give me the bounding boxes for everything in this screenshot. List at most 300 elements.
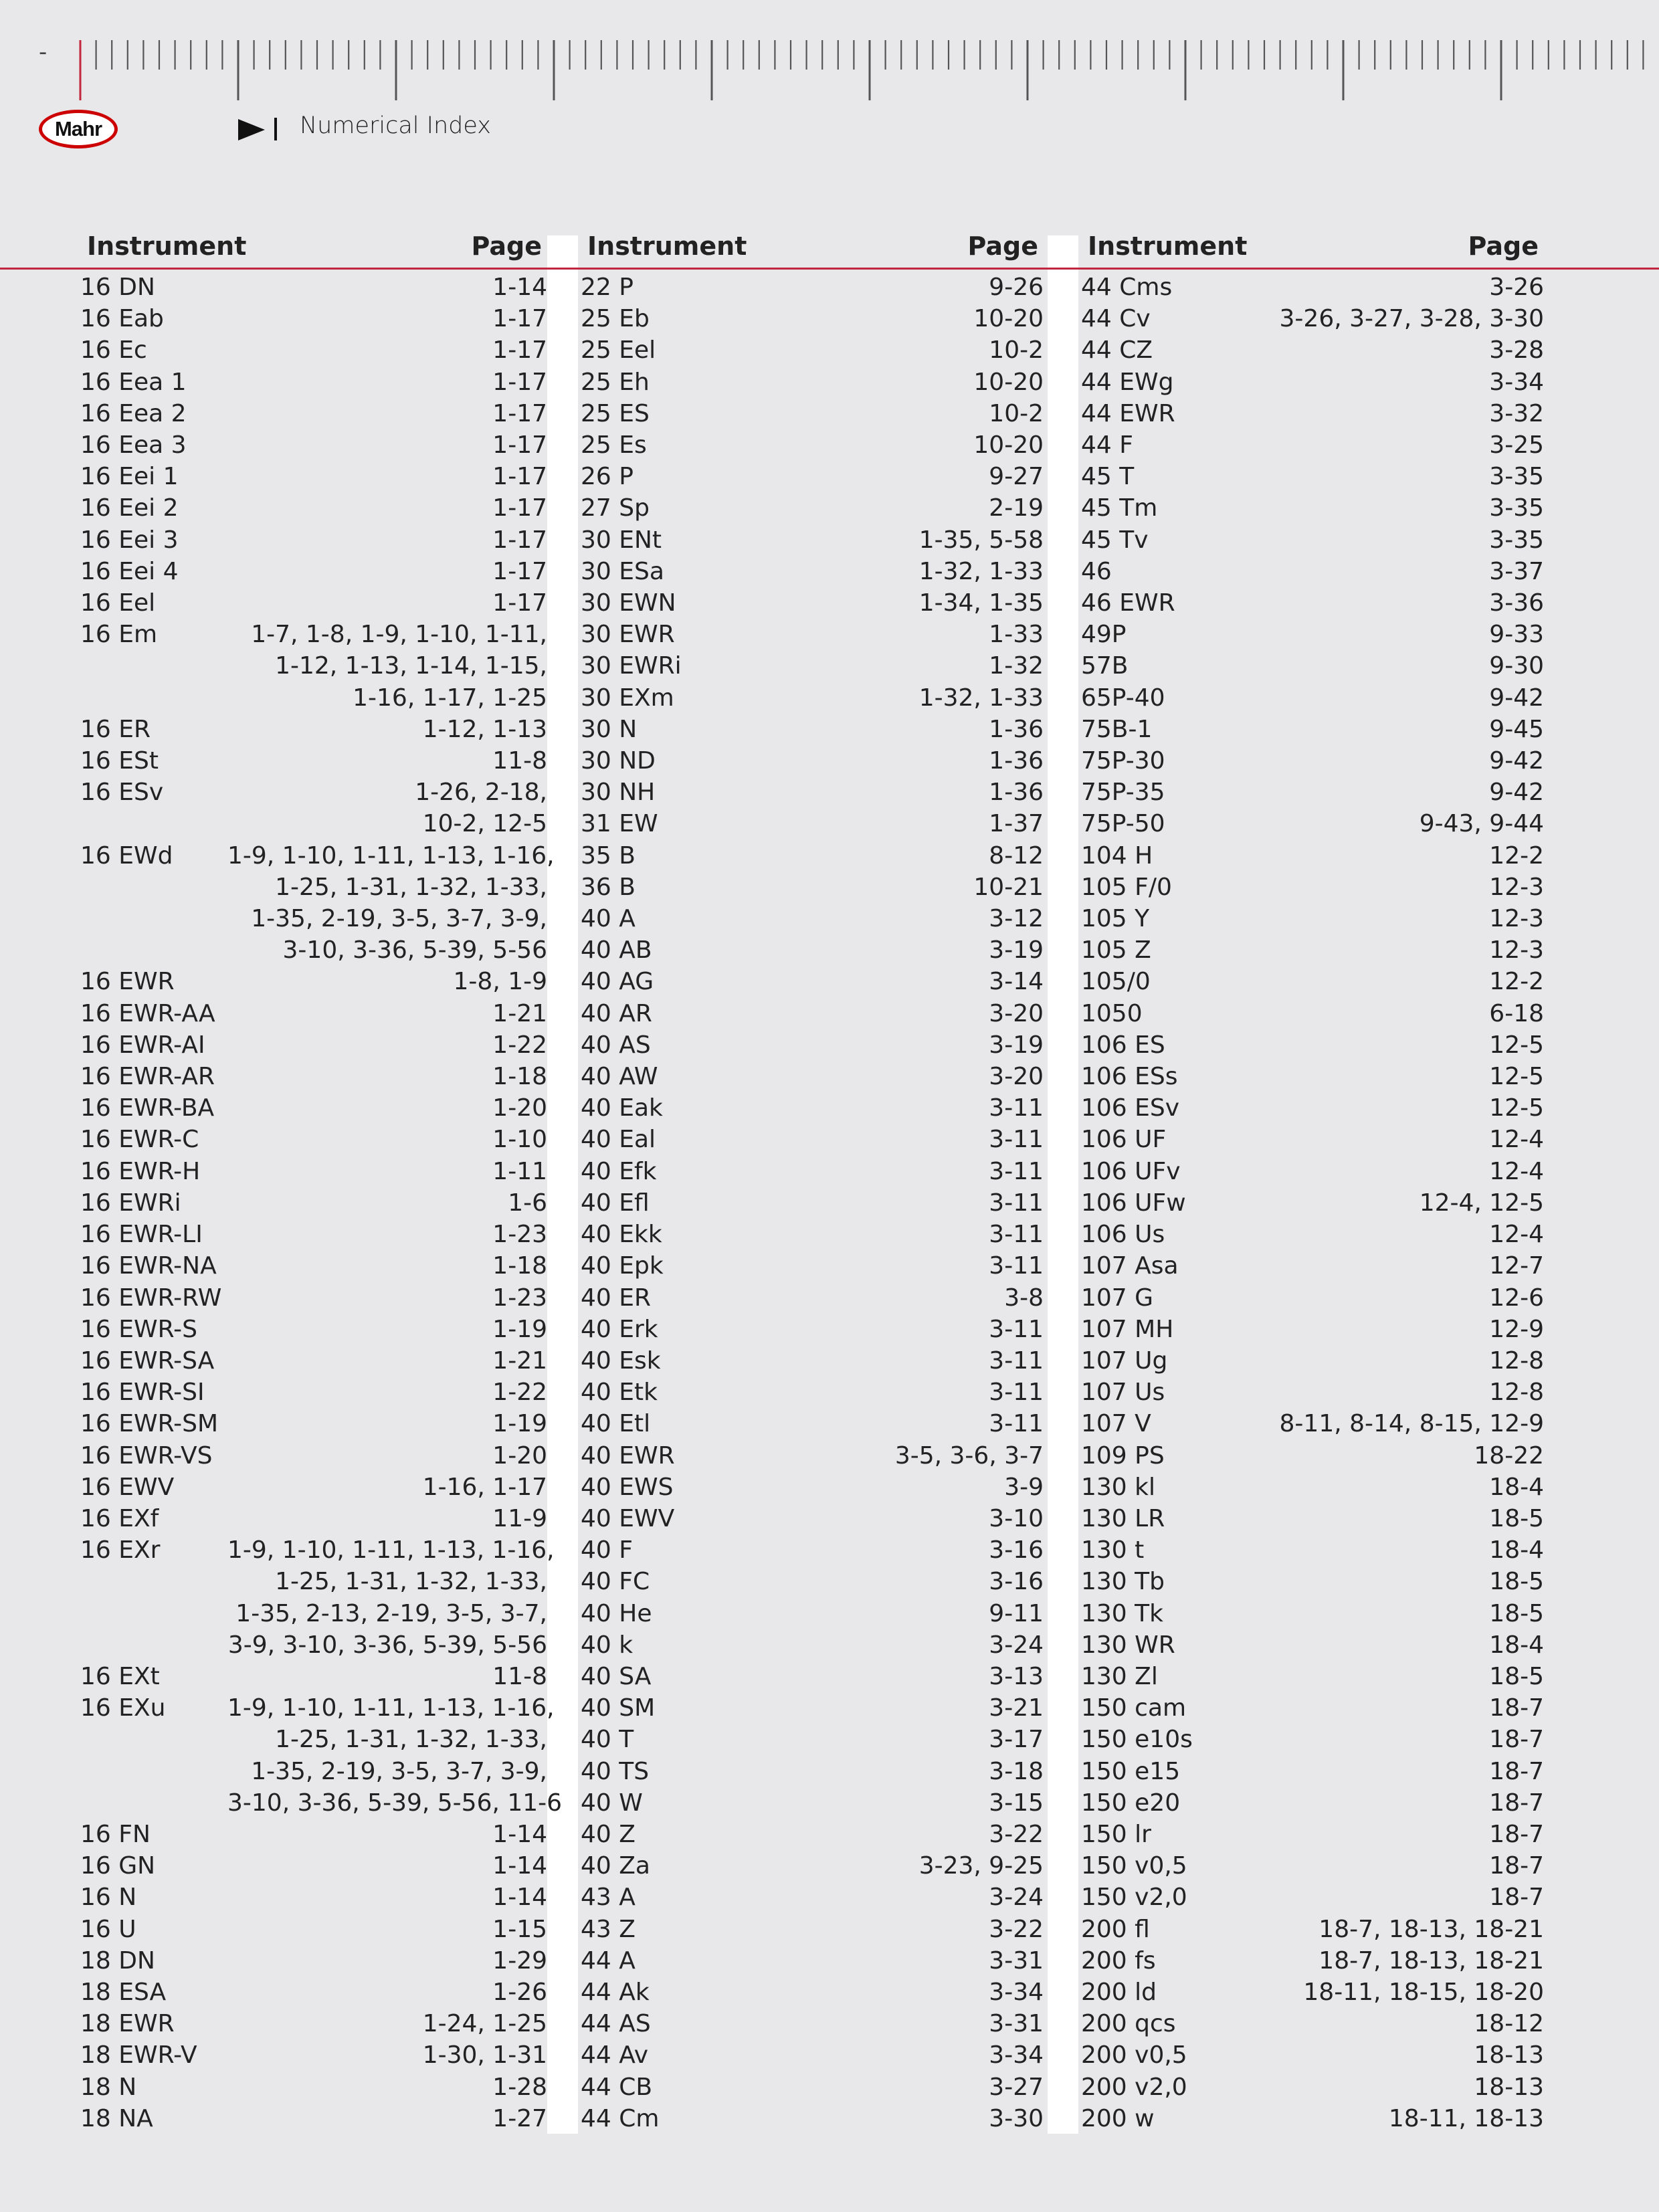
page-reference: 10-20 bbox=[973, 305, 1044, 333]
instrument-name: 30 EWR bbox=[581, 621, 675, 649]
index-row bbox=[80, 777, 547, 839]
page-reference: 3-11 bbox=[989, 1410, 1044, 1438]
logo-text: Mahr bbox=[54, 117, 102, 140]
index-rows bbox=[581, 272, 1044, 2134]
instrument-name: 130 Tk bbox=[1081, 1599, 1163, 1627]
index-row bbox=[581, 1408, 1044, 1439]
page-reference: 1-17 bbox=[492, 463, 547, 491]
page-reference: 11-9 bbox=[492, 1504, 547, 1532]
page-reference: 1-7, 1-8, 1-9, 1-10, 1-11, 1-12, 1-13, 1-14, 1-15, 1-16, 1-17, 1-25 bbox=[251, 621, 547, 712]
page-reference: 9-42 bbox=[1489, 684, 1544, 712]
column-header bbox=[1081, 229, 1544, 266]
index-row bbox=[581, 1724, 1044, 1755]
index-row bbox=[1081, 1440, 1544, 1472]
page-reference: 1-9, 1-10, 1-11, 1-13, 1-16, 1-25, 1-31, 1-32, 1-33, 1-35, 2-19, 3-5, 3-7, 3-9, 3-10, 3-36, 5-39, 5-56 bbox=[227, 841, 555, 965]
index-row bbox=[1081, 524, 1544, 556]
index-row bbox=[1081, 1061, 1544, 1092]
index-row bbox=[581, 934, 1044, 966]
index-row bbox=[80, 1534, 555, 1661]
instrument-header: Instrument bbox=[1088, 231, 1248, 261]
page-reference: 1-17 bbox=[492, 399, 547, 427]
instrument-name: 40 TS bbox=[581, 1757, 650, 1785]
instrument-name: 16 Eea 2 bbox=[80, 399, 187, 427]
index-row bbox=[1081, 587, 1544, 619]
index-row bbox=[581, 524, 1044, 556]
index-row bbox=[80, 1914, 547, 1945]
page-reference: 1-37 bbox=[989, 810, 1044, 838]
page-reference: 18-12 bbox=[1474, 2010, 1544, 2038]
page-reference: 3-11 bbox=[989, 1157, 1044, 1185]
index-row bbox=[1081, 682, 1544, 714]
page-reference: 1-14 bbox=[492, 1852, 547, 1880]
header-rule bbox=[0, 268, 1659, 270]
page-reference: 18-7 bbox=[1489, 1789, 1544, 1817]
index-row bbox=[1081, 2039, 1544, 2071]
index-row bbox=[581, 1377, 1044, 1408]
index-row bbox=[581, 461, 1044, 492]
index-row bbox=[1081, 1756, 1544, 1787]
instrument-name: 16 DN bbox=[80, 274, 155, 301]
instrument-name: 35 B bbox=[581, 841, 636, 870]
page-reference: 3-11 bbox=[989, 1252, 1044, 1280]
index-row bbox=[80, 1882, 547, 1913]
instrument-name: 40 SA bbox=[581, 1662, 652, 1690]
instrument-name: 16 EWR-SA bbox=[80, 1346, 215, 1375]
page-reference: 1-17 bbox=[492, 494, 547, 522]
index-row bbox=[581, 619, 1044, 650]
index-row bbox=[1081, 429, 1544, 461]
page-reference: 1-28 bbox=[492, 2073, 547, 2101]
page-reference: 1-30, 1-31 bbox=[422, 2041, 547, 2070]
index-row bbox=[581, 1219, 1044, 1250]
page-reference: 3-16 bbox=[989, 1568, 1044, 1596]
page-reference: 12-8 bbox=[1489, 1346, 1544, 1375]
index-row bbox=[581, 1661, 1044, 1692]
index-row bbox=[80, 1187, 547, 1219]
page-reference: 12-5 bbox=[1489, 1063, 1544, 1091]
instrument-name: 30 ESa bbox=[581, 557, 664, 585]
instrument-name: 16 EWR-C bbox=[80, 1126, 199, 1154]
page-reference: 1-18 bbox=[492, 1063, 547, 1091]
index-row bbox=[80, 1850, 547, 1882]
index-row bbox=[80, 334, 547, 366]
page-reference: 3-34 bbox=[1489, 368, 1544, 396]
page-reference: 3-24 bbox=[989, 1884, 1044, 1912]
page-reference: 3-9 bbox=[1004, 1473, 1044, 1501]
page-reference: 1-20 bbox=[492, 1441, 547, 1470]
page-reference: 1-27 bbox=[492, 2104, 547, 2132]
page-reference: 18-11, 18-13 bbox=[1388, 2104, 1544, 2132]
instrument-name: 104 H bbox=[1081, 841, 1153, 870]
index-row bbox=[581, 682, 1044, 714]
instrument-name: 40 FC bbox=[581, 1568, 650, 1596]
page-reference: 1-32, 1-33 bbox=[918, 557, 1044, 585]
page-reference: 3-15 bbox=[989, 1789, 1044, 1817]
index-row bbox=[1081, 1882, 1544, 1913]
page-reference: 12-7 bbox=[1489, 1252, 1544, 1280]
page-reference: 3-35 bbox=[1489, 526, 1544, 554]
index-row bbox=[1081, 1661, 1544, 1692]
instrument-name: 16 EWd bbox=[80, 841, 173, 870]
page-reference: 3-25 bbox=[1489, 431, 1544, 460]
instrument-name: 16 EWR-AI bbox=[80, 1031, 205, 1059]
instrument-name: 200 qcs bbox=[1081, 2010, 1176, 2038]
instrument-name: 16 ESt bbox=[80, 747, 159, 775]
instrument-name: 44 CB bbox=[581, 2073, 653, 2101]
page-reference: 3-26 bbox=[1489, 274, 1544, 301]
instrument-name: 16 GN bbox=[80, 1852, 156, 1880]
page-reference: 18-13 bbox=[1474, 2041, 1544, 2070]
instrument-name: 40 Efl bbox=[581, 1189, 650, 1217]
page-reference: 1-6 bbox=[508, 1189, 547, 1217]
instrument-name: 16 EWR-LI bbox=[80, 1221, 203, 1249]
instrument-name: 16 EWR-SM bbox=[80, 1410, 219, 1438]
index-row bbox=[1081, 1124, 1544, 1155]
page-reference: 1-21 bbox=[492, 1346, 547, 1375]
index-row bbox=[80, 556, 547, 587]
index-row bbox=[1081, 1282, 1544, 1314]
instrument-name: 25 Eel bbox=[581, 336, 656, 365]
instrument-name: 45 T bbox=[1081, 463, 1135, 491]
index-row bbox=[1081, 1092, 1544, 1124]
page-reference: 3-13 bbox=[989, 1662, 1044, 1690]
instrument-name: 30 EXm bbox=[581, 684, 674, 712]
instrument-name: 130 Zl bbox=[1081, 1662, 1158, 1690]
page-reference: 1-32, 1-33 bbox=[918, 684, 1044, 712]
page-reference: 9-33 bbox=[1489, 621, 1544, 649]
index-row bbox=[1081, 934, 1544, 966]
instrument-header: Instrument bbox=[587, 231, 747, 261]
page-reference: 1-35, 5-58 bbox=[918, 526, 1044, 554]
instrument-name: 40 AB bbox=[581, 936, 652, 965]
instrument-name: 150 v2,0 bbox=[1081, 1884, 1187, 1912]
index-row bbox=[80, 1029, 547, 1061]
page-reference: 1-36 bbox=[989, 779, 1044, 807]
instrument-name: 40 He bbox=[581, 1599, 652, 1627]
index-row bbox=[1081, 1187, 1544, 1219]
page-reference: 1-17 bbox=[492, 336, 547, 365]
instrument-name: 16 Eei 3 bbox=[80, 526, 179, 554]
instrument-name: 18 EWR bbox=[80, 2010, 175, 2038]
index-row bbox=[581, 777, 1044, 808]
page-reference: 18-4 bbox=[1489, 1536, 1544, 1565]
index-row bbox=[581, 1692, 1044, 1724]
page-reference: 1-9, 1-10, 1-11, 1-13, 1-16, 1-25, 1-31, 1-32, 1-33, 1-35, 2-19, 3-5, 3-7, 3-9, 3-10, 3-36, 5-39, 5-56, 11-6 bbox=[227, 1694, 563, 1817]
instrument-name: 107 Asa bbox=[1081, 1252, 1179, 1280]
instrument-name: 18 N bbox=[80, 2073, 137, 2101]
index-row bbox=[1081, 1787, 1544, 1819]
instrument-name: 16 Ec bbox=[80, 336, 147, 365]
page-reference: 12-3 bbox=[1489, 905, 1544, 933]
page-reference: 3-18 bbox=[989, 1757, 1044, 1785]
index-row bbox=[581, 303, 1044, 334]
instrument-name: 105/0 bbox=[1081, 968, 1151, 996]
instrument-name: 200 fs bbox=[1081, 1946, 1156, 1975]
index-row bbox=[80, 745, 547, 777]
instrument-name: 16 EXr bbox=[80, 1536, 161, 1565]
index-row bbox=[80, 1061, 547, 1092]
instrument-name: 16 Eei 4 bbox=[80, 557, 179, 585]
page-reference: 12-2 bbox=[1489, 968, 1544, 996]
separator-bar bbox=[274, 118, 277, 140]
page-reference: 3-11 bbox=[989, 1346, 1044, 1375]
index-row bbox=[1081, 492, 1544, 524]
index-row bbox=[581, 1819, 1044, 1850]
instrument-name: 75B-1 bbox=[1081, 715, 1153, 743]
page-reference: 10-21 bbox=[973, 873, 1044, 901]
instrument-name: 22 P bbox=[581, 274, 633, 301]
instrument-name: 40 Etk bbox=[581, 1379, 658, 1407]
index-row bbox=[581, 1756, 1044, 1787]
index-row bbox=[581, 1029, 1044, 1061]
instrument-name: 25 Eh bbox=[581, 368, 650, 396]
page-reference: 9-11 bbox=[989, 1599, 1044, 1627]
index-row bbox=[581, 334, 1044, 366]
instrument-name: 27 Sp bbox=[581, 494, 650, 522]
page-header: Page bbox=[967, 231, 1038, 261]
column-separator-2 bbox=[1048, 235, 1078, 2134]
index-rows bbox=[80, 272, 563, 2134]
instrument-name: 49P bbox=[1081, 621, 1127, 649]
index-row bbox=[581, 1945, 1044, 1977]
page-reference: 3-5, 3-6, 3-7 bbox=[894, 1441, 1044, 1470]
index-row bbox=[1081, 840, 1544, 872]
index-row bbox=[80, 1661, 547, 1692]
index-row bbox=[1081, 303, 1544, 334]
index-row bbox=[1081, 1314, 1544, 1345]
index-row bbox=[80, 1124, 547, 1155]
index-row bbox=[80, 2103, 547, 2134]
instrument-name: 16 Em bbox=[80, 621, 158, 649]
instrument-name: 16 EWR-VS bbox=[80, 1441, 213, 1470]
instrument-name: 16 N bbox=[80, 1884, 137, 1912]
instrument-name: 40 A bbox=[581, 905, 636, 933]
instrument-name: 16 FN bbox=[80, 1820, 151, 1848]
index-row bbox=[1081, 1692, 1544, 1724]
instrument-name: 40 Z bbox=[581, 1820, 636, 1848]
page-reference: 1-34, 1-35 bbox=[918, 589, 1044, 617]
index-row bbox=[581, 1440, 1044, 1472]
page-reference: 12-2 bbox=[1489, 841, 1544, 870]
page-reference: 1-17 bbox=[492, 557, 547, 585]
instrument-name: 40 W bbox=[581, 1789, 643, 1817]
page-reference: 12-9 bbox=[1489, 1315, 1544, 1343]
instrument-name: 107 MH bbox=[1081, 1315, 1174, 1343]
page-reference: 18-5 bbox=[1489, 1504, 1544, 1532]
page-reference: 3-17 bbox=[989, 1726, 1044, 1754]
page-reference: 3-19 bbox=[989, 1031, 1044, 1059]
instrument-name: 75P-35 bbox=[1081, 779, 1165, 807]
index-row bbox=[80, 367, 547, 398]
index-row bbox=[581, 429, 1044, 461]
instrument-name: 40 SM bbox=[581, 1694, 656, 1722]
index-row bbox=[1081, 1629, 1544, 1661]
index-row bbox=[80, 1692, 563, 1819]
page-reference: 8-12 bbox=[989, 841, 1044, 870]
page-reference: 10-20 bbox=[973, 368, 1044, 396]
index-row bbox=[1081, 1598, 1544, 1629]
instrument-name: 16 Eei 2 bbox=[80, 494, 179, 522]
index-column-1 bbox=[80, 229, 563, 2132]
page-reference: 9-43, 9-44 bbox=[1419, 810, 1544, 838]
index-column-3 bbox=[1081, 229, 1544, 2132]
instrument-name: 40 ER bbox=[581, 1284, 652, 1312]
index-row bbox=[1081, 1819, 1544, 1850]
column-header bbox=[581, 229, 1044, 266]
index-row bbox=[581, 1472, 1044, 1503]
page-reference: 3-11 bbox=[989, 1126, 1044, 1154]
instrument-name: 40 Eak bbox=[581, 1094, 663, 1122]
index-row bbox=[80, 1156, 547, 1187]
instrument-name: 40 Epk bbox=[581, 1252, 664, 1280]
instrument-name: 16 EWV bbox=[80, 1473, 175, 1501]
instrument-name: 25 ES bbox=[581, 399, 650, 427]
page-reference: 1-23 bbox=[492, 1284, 547, 1312]
instrument-name: 44 CZ bbox=[1081, 336, 1153, 365]
index-row bbox=[581, 966, 1044, 997]
instrument-name: 40 Ekk bbox=[581, 1221, 662, 1249]
column-header bbox=[80, 229, 547, 266]
index-row bbox=[581, 714, 1044, 745]
index-row bbox=[1081, 1503, 1544, 1534]
page-reference: 1-14 bbox=[492, 274, 547, 301]
page-reference: 1-23 bbox=[492, 1221, 547, 1249]
index-row bbox=[80, 429, 547, 461]
index-rows bbox=[1081, 272, 1544, 2134]
instrument-name: 36 B bbox=[581, 873, 636, 901]
page-reference: 1-33 bbox=[989, 621, 1044, 649]
instrument-name: 43 Z bbox=[581, 1915, 636, 1943]
page-reference: 3-27 bbox=[989, 2073, 1044, 2101]
index-row bbox=[80, 587, 547, 619]
index-row bbox=[80, 1977, 547, 2008]
index-row bbox=[1081, 619, 1544, 650]
page-reference: 3-35 bbox=[1489, 494, 1544, 522]
instrument-name: 107 Us bbox=[1081, 1379, 1165, 1407]
index-row bbox=[1081, 2103, 1544, 2134]
page-reference: 3-34 bbox=[989, 2041, 1044, 2070]
page-reference: 10-20 bbox=[973, 431, 1044, 460]
index-row bbox=[1081, 334, 1544, 366]
index-row bbox=[581, 1882, 1044, 1913]
instrument-name: 44 Ak bbox=[581, 1978, 650, 2006]
index-row bbox=[1081, 556, 1544, 587]
index-row bbox=[581, 1629, 1044, 1661]
instrument-name: 43 A bbox=[581, 1884, 636, 1912]
index-row bbox=[1081, 272, 1544, 303]
index-row bbox=[1081, 1345, 1544, 1377]
instrument-name: 16 EWR-SI bbox=[80, 1379, 205, 1407]
index-row bbox=[581, 1092, 1044, 1124]
page-reference: 18-11, 18-15, 18-20 bbox=[1303, 1978, 1544, 2006]
page-reference: 3-21 bbox=[989, 1694, 1044, 1722]
page-reference: 3-11 bbox=[989, 1094, 1044, 1122]
instrument-name: 105 F/0 bbox=[1081, 873, 1172, 901]
instrument-name: 25 Es bbox=[581, 431, 647, 460]
page-reference: 3-12 bbox=[989, 905, 1044, 933]
page-reference: 12-4, 12-5 bbox=[1419, 1189, 1544, 1217]
arrow-right-icon bbox=[238, 119, 265, 140]
page-reference: 1-22 bbox=[492, 1031, 547, 1059]
index-row bbox=[1081, 777, 1544, 808]
index-row bbox=[80, 619, 547, 714]
page-reference: 3-11 bbox=[989, 1189, 1044, 1217]
instrument-name: 46 bbox=[1081, 557, 1112, 585]
index-column-2 bbox=[581, 229, 1044, 2132]
index-row bbox=[80, 1440, 547, 1472]
instrument-name: 200 w bbox=[1081, 2104, 1155, 2132]
page-reference: 3-11 bbox=[989, 1315, 1044, 1343]
page-reference: 3-34 bbox=[989, 1978, 1044, 2006]
page-header: Page bbox=[1468, 231, 1539, 261]
instrument-name: 16 EWR-NA bbox=[80, 1252, 217, 1280]
page-reference: 11-8 bbox=[492, 1662, 547, 1690]
index-row bbox=[1081, 1566, 1544, 1597]
page-reference: 12-4 bbox=[1489, 1221, 1544, 1249]
instrument-name: 40 Eal bbox=[581, 1126, 656, 1154]
instrument-name: 150 e20 bbox=[1081, 1789, 1181, 1817]
index-row bbox=[581, 1314, 1044, 1345]
index-row bbox=[581, 2008, 1044, 2039]
page-reference: 18-5 bbox=[1489, 1599, 1544, 1627]
index-row bbox=[581, 587, 1044, 619]
index-row bbox=[581, 1914, 1044, 1945]
instrument-name: 106 UFv bbox=[1081, 1157, 1181, 1185]
page-reference: 1-20 bbox=[492, 1094, 547, 1122]
page-reference: 9-30 bbox=[1489, 652, 1544, 680]
index-row bbox=[1081, 1408, 1544, 1439]
index-row bbox=[1081, 1250, 1544, 1282]
instrument-name: 16 Eea 3 bbox=[80, 431, 187, 460]
instrument-name: 200 v0,5 bbox=[1081, 2041, 1187, 2070]
index-row bbox=[80, 272, 547, 303]
page-reference: 18-4 bbox=[1489, 1473, 1544, 1501]
instrument-name: 106 ESv bbox=[1081, 1094, 1180, 1122]
instrument-name: 40 Za bbox=[581, 1852, 650, 1880]
instrument-name: 75P-50 bbox=[1081, 810, 1165, 838]
page-reference: 12-5 bbox=[1489, 1094, 1544, 1122]
instrument-name: 200 v2,0 bbox=[1081, 2073, 1187, 2101]
instrument-header: Instrument bbox=[87, 231, 247, 261]
page-reference: 1-26 bbox=[492, 1978, 547, 2006]
index-row bbox=[80, 1945, 547, 1977]
instrument-name: 44 Cms bbox=[1081, 274, 1173, 301]
page-reference: 3-14 bbox=[989, 968, 1044, 996]
instrument-name: 18 ESA bbox=[80, 1978, 167, 2006]
index-row bbox=[581, 1503, 1044, 1534]
page-reference: 1-22 bbox=[492, 1379, 547, 1407]
page-reference: 1-29 bbox=[492, 1946, 547, 1975]
page-reference: 3-26, 3-27, 3-28, 3-30 bbox=[1279, 305, 1544, 333]
index-row bbox=[581, 272, 1044, 303]
instrument-name: 130 t bbox=[1081, 1536, 1145, 1565]
index-row bbox=[80, 2008, 547, 2039]
index-row bbox=[80, 398, 547, 429]
page-reference: 9-27 bbox=[989, 463, 1044, 491]
index-row bbox=[80, 1819, 547, 1850]
index-row bbox=[1081, 1914, 1544, 1945]
index-row bbox=[581, 1061, 1044, 1092]
page-reference: 3-20 bbox=[989, 1063, 1044, 1091]
index-row bbox=[80, 524, 547, 556]
index-row bbox=[1081, 2072, 1544, 2103]
index-row bbox=[1081, 1724, 1544, 1755]
instrument-name: 44 Cv bbox=[1081, 305, 1151, 333]
page-reference: 1-9, 1-10, 1-11, 1-13, 1-16, 1-25, 1-31, 1-32, 1-33, 1-35, 2-13, 2-19, 3-5, 3-7, 3-9, 3-10, 3-36, 5-39, 5-56 bbox=[227, 1536, 555, 1659]
index-row bbox=[80, 714, 547, 745]
index-row bbox=[581, 1250, 1044, 1282]
instrument-name: 30 EWRi bbox=[581, 652, 682, 680]
